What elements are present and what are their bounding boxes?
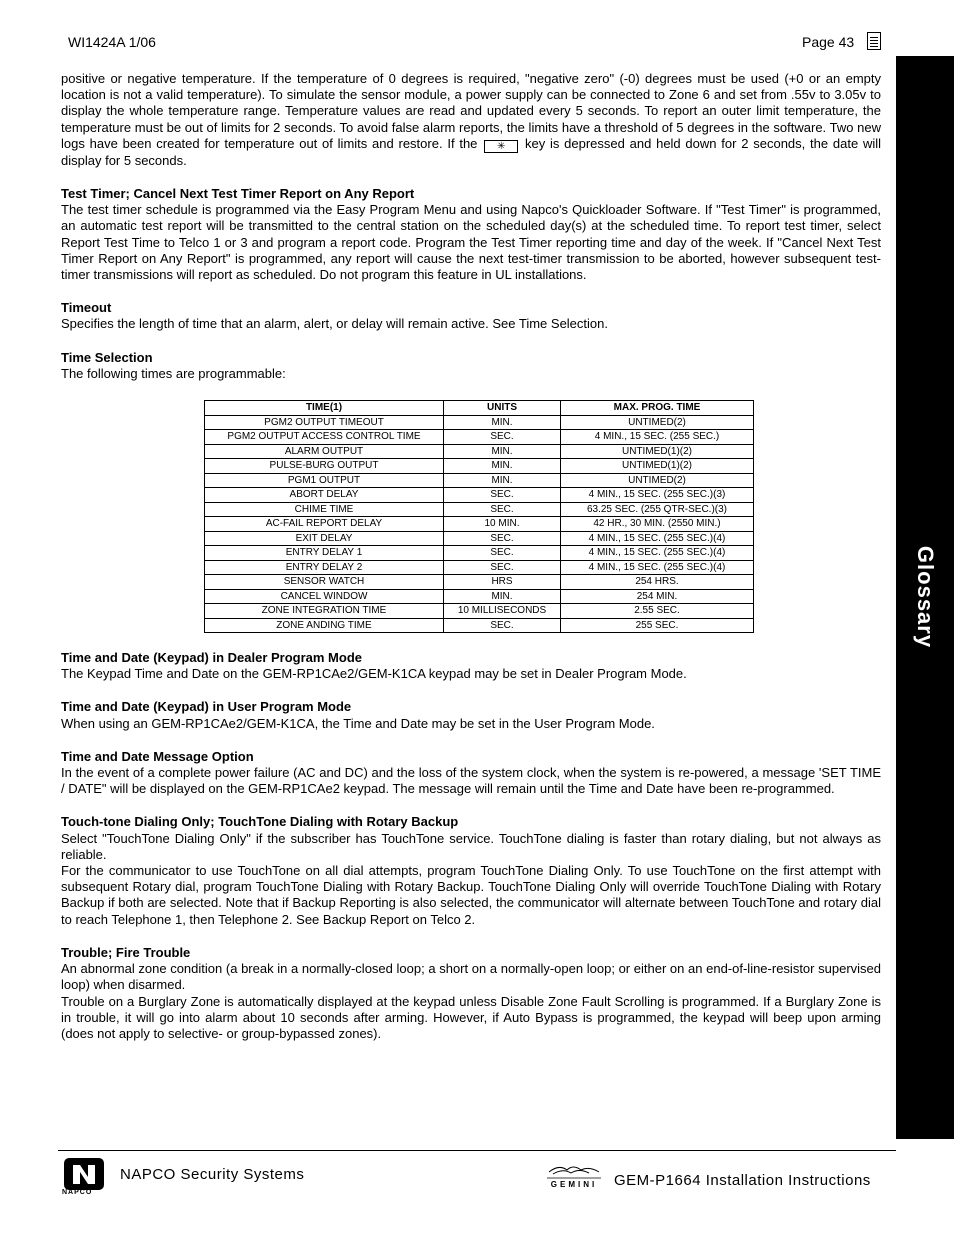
table-cell: 254 HRS. — [561, 575, 754, 590]
table-cell: SEC. — [444, 488, 561, 503]
section-heading: Time Selection — [61, 349, 153, 365]
table-header-cell: TIME(1) — [205, 401, 444, 416]
table-cell: ENTRY DELAY 1 — [205, 546, 444, 561]
table-cell: HRS — [444, 575, 561, 590]
section-paragraph: When using an GEM-RP1CAe2/GEM-K1CA, the Time and Date may be set in the User Program Mode. — [61, 715, 655, 731]
table-cell: SEC. — [444, 546, 561, 561]
table-cell: MIN. — [444, 589, 561, 604]
table-cell: ZONE INTEGRATION TIME — [205, 604, 444, 619]
table-row — [205, 459, 754, 474]
table-cell: PGM2 OUTPUT ACCESS CONTROL TIME — [205, 430, 444, 445]
napco-logo-icon — [62, 1157, 106, 1193]
table-cell: 255 SEC. — [561, 618, 754, 633]
glossary-section — [61, 300, 881, 332]
table-cell: MIN. — [444, 473, 561, 488]
table-cell: ENTRY DELAY 2 — [205, 560, 444, 575]
table-cell: MIN. — [444, 444, 561, 459]
table-cell: 4 MIN., 15 SEC. (255 SEC.)(4) — [561, 546, 754, 561]
glossary-section — [61, 814, 881, 927]
table-cell: 42 HR., 30 MIN. (2550 MIN.) — [561, 517, 754, 532]
table-row — [205, 473, 754, 488]
section-paragraph: The Keypad Time and Date on the GEM-RP1CAe2/GEM-K1CA keypad may be set in Dealer Program Mode. — [61, 666, 687, 682]
glossary-section — [61, 650, 881, 682]
napco-logo-text: NAPCO — [62, 1189, 93, 1196]
section-heading: Time and Date Message Option — [61, 748, 254, 764]
table-cell: ABORT DELAY — [205, 488, 444, 503]
table-cell: 10 MIN. — [444, 517, 561, 532]
table-cell: CHIME TIME — [205, 502, 444, 517]
footer-title: GEM-P1664 Installation Instructions — [614, 1172, 871, 1189]
table-cell: 63.25 SEC. (255 QTR-SEC.)(3) — [561, 502, 754, 517]
intro-paragraph — [61, 71, 881, 169]
table-cell: SEC. — [444, 430, 561, 445]
table-cell: SEC. — [444, 618, 561, 633]
section-paragraph: The following times are programmable: — [61, 365, 286, 381]
table-row — [205, 531, 754, 546]
table-cell: SENSOR WATCH — [205, 575, 444, 590]
page-number: Page 43 — [802, 34, 855, 50]
table-cell: SEC. — [444, 502, 561, 517]
table-row — [205, 517, 754, 532]
table-cell: MIN. — [444, 415, 561, 430]
section-paragraph: The test timer schedule is programmed via the Easy Program Menu and using Napco's Quickloader Software. If "Test Timer" is programmed, an automatic test report will be transmitted to the central station on the scheduled day(s) at the scheduled time. To report test timer, select Report Test Time to Telco 1 or 3 and program a report code. Program the Test Timer reporting time and day of the week. If "Cancel Next Test Timer Report on Any Report" is programmed, any report will cause the next test-timer transmission to be aborted, however subsequent test-timer transmissions will report as scheduled. Do not program this feature in UL installations. — [61, 202, 881, 283]
glossary-section — [61, 749, 881, 798]
section-paragraph: Specifies the length of time that an alarm, alert, or delay will remain active. See Time Selection. — [61, 316, 608, 332]
table-cell: 4 MIN., 15 SEC. (255 SEC.) — [561, 430, 754, 445]
table-cell: UNTIMED(1)(2) — [561, 444, 754, 459]
footer-divider — [58, 1150, 896, 1151]
table-cell: SEC. — [444, 531, 561, 546]
table-row — [205, 575, 754, 590]
section-heading: Timeout — [61, 300, 112, 316]
table-cell: UNTIMED(1)(2) — [561, 459, 754, 474]
intro-text-2: key is depressed and held down for 2 seconds, the date will display for 5 seconds. — [61, 135, 881, 168]
asterisk-key-icon: ✳ — [484, 140, 518, 153]
table-row — [205, 546, 754, 561]
page-icon — [867, 32, 881, 50]
table-cell: 2.55 SEC. — [561, 604, 754, 619]
table-cell: 4 MIN., 15 SEC. (255 SEC.)(3) — [561, 488, 754, 503]
sections-before-table — [61, 186, 881, 382]
table-row — [205, 502, 754, 517]
table-cell: PULSE-BURG OUTPUT — [205, 459, 444, 474]
glossary-section — [61, 945, 881, 1042]
time-selection-table — [204, 400, 754, 633]
table-row — [205, 415, 754, 430]
sections-after-table — [61, 650, 881, 1042]
side-tab-label: Glossary — [913, 545, 938, 649]
glossary-section — [61, 350, 881, 382]
section-paragraph: Select "TouchTone Dialing Only" if the subscriber has TouchTone service. TouchTone dialing is faster than rotary dialing, but not always as reliable. — [61, 830, 881, 862]
time-selection-table-wrap — [204, 400, 881, 633]
table-cell: ZONE ANDING TIME — [205, 618, 444, 633]
document-id: WI1424A 1/06 — [68, 34, 156, 50]
table-cell: SEC. — [444, 560, 561, 575]
section-heading: Time and Date (Keypad) in Dealer Program Mode — [61, 650, 362, 666]
section-heading: Trouble; Fire Trouble — [61, 944, 191, 960]
gemini-logo-icon — [545, 1160, 603, 1188]
table-header-row — [205, 401, 754, 416]
table-cell: 254 MIN. — [561, 589, 754, 604]
table-row — [205, 604, 754, 619]
table-header-cell: UNITS — [444, 401, 561, 416]
table-cell: 4 MIN., 15 SEC. (255 SEC.)(4) — [561, 560, 754, 575]
table-cell: PGM2 OUTPUT TIMEOUT — [205, 415, 444, 430]
section-paragraph: Trouble on a Burglary Zone is automatically displayed at the keypad unless Disable Zone Fault Scrolling is programmed. If a Burglary Zone is in trouble, it will go into alarm about 10 seconds after arming. However, if Auto Bypass is programmed, the keypad will beep upon arming (does not apply to selective- or group-bypassed zones). — [61, 993, 881, 1041]
table-row — [205, 444, 754, 459]
table-cell: UNTIMED(2) — [561, 415, 754, 430]
table-cell: 4 MIN., 15 SEC. (255 SEC.)(4) — [561, 531, 754, 546]
table-cell: CANCEL WINDOW — [205, 589, 444, 604]
footer-brand: NAPCO Security Systems — [120, 1166, 305, 1183]
table-row — [205, 488, 754, 503]
table-body — [205, 415, 754, 633]
table-cell: AC-FAIL REPORT DELAY — [205, 517, 444, 532]
section-paragraph: In the event of a complete power failure (AC and DC) and the loss of the system clock, when the system is re-powered, a message 'SET TIME / DATE" will be displayed on the GEM-RP1CAe2 keypad. The message will remain until the Time and Date have been re-programmed. — [61, 765, 881, 797]
table-cell: 10 MILLISECONDS — [444, 604, 561, 619]
gemini-logo-text: GEMINI — [550, 1180, 598, 1188]
table-header-cell: MAX. PROG. TIME — [561, 401, 754, 416]
table-row — [205, 618, 754, 633]
table-cell: EXIT DELAY — [205, 531, 444, 546]
table-row — [205, 430, 754, 445]
table-cell: ALARM OUTPUT — [205, 444, 444, 459]
section-paragraph: An abnormal zone condition (a break in a normally-closed loop; a short on a normally-open loop; or either on an end-of-line-resistor supervised loop) when disarmed. — [61, 961, 881, 993]
section-heading: Test Timer; Cancel Next Test Timer Report on Any Report — [61, 186, 415, 202]
table-row — [205, 560, 754, 575]
intro-text-1: positive or negative temperature. If the temperature of 0 degrees is required, "negative zero" (-0) degrees must be used (+0 or an empty location is not a valid temperature). To simulate the sensor module, a power supply can be connected to Zone 6 and set from .55v to 3.05v to display the whole temperature range. Temperature values are read and updated every 5 seconds. To report an outer limit temperature, the temperature must be out of limits for 2 seconds. To avoid false alarm reports, the limits have a threshold of 5 degrees in the software. Two new logs have been created for temperature out of limits and restore. If the — [61, 71, 881, 151]
section-heading: Touch-tone Dialing Only; TouchTone Dialing with Rotary Backup — [61, 814, 459, 830]
table-row — [205, 589, 754, 604]
glossary-section — [61, 186, 881, 283]
table-cell: UNTIMED(2) — [561, 473, 754, 488]
table-cell: PGM1 OUTPUT — [205, 473, 444, 488]
glossary-section — [61, 699, 881, 731]
table-cell: MIN. — [444, 459, 561, 474]
section-paragraph: For the communicator to use TouchTone on all dial attempts, program TouchTone Dialing Only. To use TouchTone on the first attempt with subsequent Rotary dial, program TouchTone Dialing with Rotary Backup. TouchTone Dialing Only will override TouchTone Dialing with Rotary Backup if both are selected. Note that if Backup Reporting is also selected, the communicator will alternate between TouchTone and rotary dial to reach Telephone 1, then Telephone 2. See Backup Report on Telco 2. — [61, 863, 881, 927]
page-content — [61, 71, 881, 1042]
section-heading: Time and Date (Keypad) in User Program Mode — [61, 699, 352, 715]
